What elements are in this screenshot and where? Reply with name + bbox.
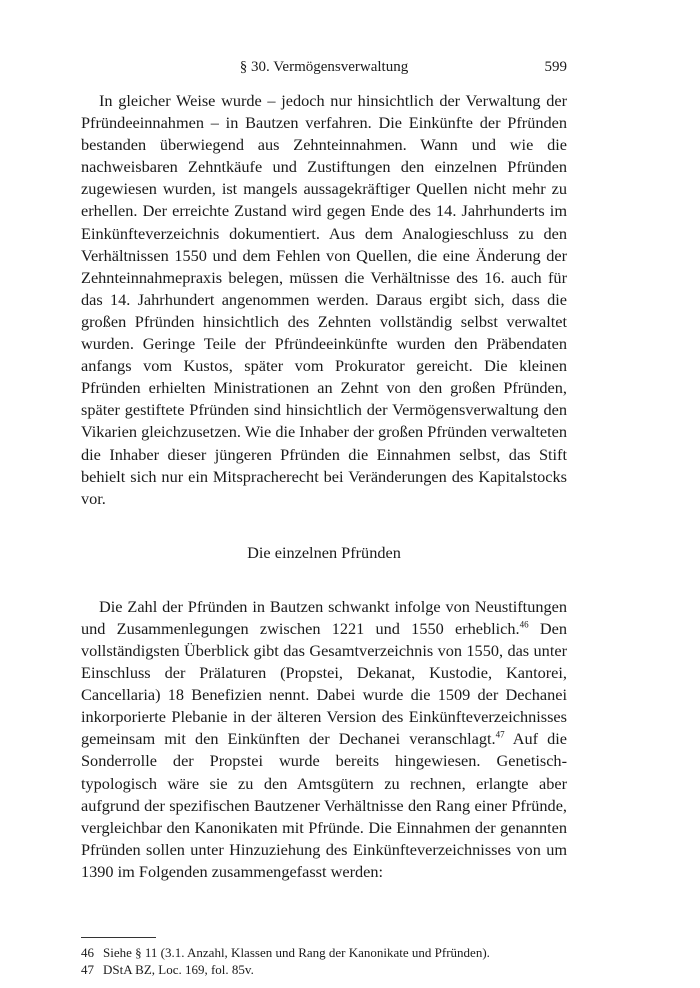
paragraph-2 — [81, 596, 567, 883]
running-head — [81, 56, 567, 78]
footnote-text: DStA BZ, Loc. 169, fol. 85v. — [103, 962, 254, 977]
footnotes — [81, 944, 567, 978]
book-page — [81, 56, 567, 978]
footnote-number: 46 — [81, 945, 94, 960]
paragraph-1: In gleicher Weise wurde – jedoch nur hinsichtlich der Verwaltung der Pfründeeinnahmen – in Bautzen verfahren. Die Einkünfte der Pfründen bestanden überwiegend aus Zehnteinnahmen. Wann und wie die nachweisbaren Zehntkäufe und Zustiftungen den einzelnen Pfründen zugewiesen wurden, ist mangels aussagekräftiger Quellen nicht mehr zu erhellen. Der erreichte Zustand wird gegen Ende des 14. Jahrhunderts im Einkünfteverzeichnis dokumentiert. Aus dem Analogieschluss zu den Verhältnissen 1550 und dem Fehlen von Quellen, die eine Änderung der Zehnteinnahmepraxis belegen, müssen die Verhältnisse des 16. auch für das 14. Jahrhundert angenommen werden. Daraus ergibt sich, dass die großen Pfründen hinsichtlich des Zehnten vollständig selbst verwaltet wurden. Geringe Teile der Pfründeeinkünfte wurden den Präbendaten anfangs vom Kustos, später vom Prokurator gereicht. Die kleinen Pfründen erhielten Ministrationen an Zehnt von den großen Pfründen, später gestiftete Pfründen sind hinsichtlich der Vermögensverwaltung den Vikarien gleichzusetzen. Wie die Inhaber der großen Pfründen verwalteten die Inhaber dieser jüngeren Pfründen die Einnahmen selbst, das Stift behielt sich nur ein Mitspracherecht bei Veränderungen des Kapitalstocks vor. — [81, 91, 567, 508]
body-text — [81, 90, 567, 883]
footnote-ref-47[interactable]: 47 — [495, 729, 505, 740]
footnote-divider — [81, 937, 156, 938]
footnote-text: Siehe § 11 (3.1. Anzahl, Klassen und Rang der Kanonikate und Pfründen). — [103, 945, 490, 960]
footnote-number: 47 — [81, 962, 94, 977]
footnote-46 — [81, 944, 567, 961]
section-heading: Die einzelnen Pfründen — [247, 542, 401, 562]
footnote-47 — [81, 961, 567, 978]
running-title: § 30. Vermögensverwaltung — [239, 59, 409, 75]
paragraph-2-text-c: Auf die Sonderrolle der Propstei wurde bereits hingewiesen. Genetisch-typologisch wäre sie zu den Amtsgütern zu rechnen, erlangte aber aufgrund der spezifischen Bautzener Verhältnisse den Rang einer Pfründe, vergleichbar den Kanonikaten mit Pfründe. Die Einnahmen der genannten Pfründen sollen unter Hinzuziehung des Einkünfteverzeichnisses von um 1390 im Folgenden zusammengefasst werden: — [81, 729, 567, 881]
page-number: 599 — [544, 59, 567, 75]
paragraph-2-text-b: Den vollständigsten Überblick gibt das Gesamtverzeichnis von 1550, das unter Einschluss der Prälaturen (Propstei, Dekanat, Kustodie, Kantorei, Cancellaria) 18 Benefizien nennt. Dabei wurde die 1509 der Dechanei inkorporierte Plebanie in der älteren Version des Einkünfteverzeichnisses gemeinsam mit den Einkünften der Dechanei veranschlagt. — [81, 618, 567, 749]
paragraph-2-text-a: Die Zahl der Pfründen in Bautzen schwankt infolge von Neustiftungen und Zusammenlegungen zwischen 1221 und 1550 erheblich. — [81, 596, 567, 638]
footnote-ref-46[interactable]: 46 — [519, 619, 529, 630]
